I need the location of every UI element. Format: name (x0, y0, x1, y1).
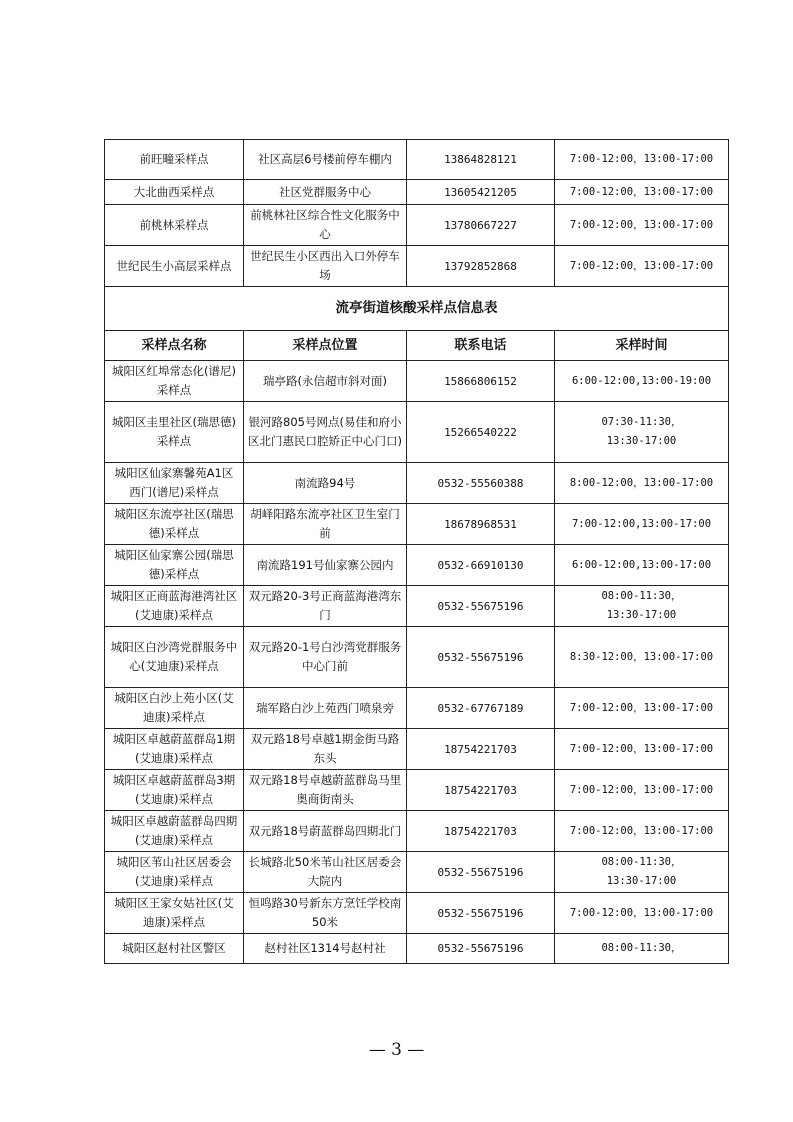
cell-phone: 0532-55560388 (407, 463, 555, 504)
cell-phone: 13605421205 (407, 180, 555, 205)
cell-phone: 0532-55675196 (407, 627, 555, 688)
cell-phone: 18754221703 (407, 770, 555, 811)
cell-sampling-time: 07:30-11:30， 13:30-17:00 (555, 402, 729, 463)
cell-site-name: 城阳区红埠常态化(谱尼)采样点 (105, 361, 244, 402)
cell-site-name: 城阳区赵村社区警区 (105, 934, 244, 964)
cell-site-name: 大北曲西采样点 (105, 180, 244, 205)
cell-sampling-time: 7:00-12:00,13:00-17:00 (555, 504, 729, 545)
cell-site-name: 城阳区卓越蔚蓝群岛1期(艾迪康)采样点 (105, 729, 244, 770)
cell-sampling-time: 7:00-12:00，13:00-17:00 (555, 811, 729, 852)
table-body (105, 140, 729, 964)
cell-phone: 0532-66910130 (407, 545, 555, 586)
cell-site-name: 城阳区仙家寨馨苑A1区西门(谱尼)采样点 (105, 463, 244, 504)
cell-phone: 0532-55675196 (407, 852, 555, 893)
table-row (105, 140, 729, 180)
cell-site-name: 前旺疃采样点 (105, 140, 244, 180)
table-row (105, 688, 729, 729)
cell-phone: 0532-67767189 (407, 688, 555, 729)
cell-site-location: 胡峄阳路东流亭社区卫生室门前 (244, 504, 407, 545)
sampling-points-table (104, 139, 729, 964)
cell-site-location: 恒鸣路30号新东方烹饪学校南50米 (244, 893, 407, 934)
cell-phone: 0532-55675196 (407, 586, 555, 627)
column-header-row (105, 331, 729, 361)
cell-sampling-time: 08:00-11:30， 13:30-17:00 (555, 852, 729, 893)
cell-site-name: 城阳区苇山社区居委会(艾迪康)采样点 (105, 852, 244, 893)
cell-site-location: 瑞军路白沙上苑西门喷泉旁 (244, 688, 407, 729)
cell-phone: 18754221703 (407, 811, 555, 852)
cell-site-name: 城阳区白沙上苑小区(艾迪康)采样点 (105, 688, 244, 729)
table-row (105, 205, 729, 246)
cell-site-name: 城阳区仙家寨公园(瑞思德)采样点 (105, 545, 244, 586)
cell-site-location: 双元路20-1号白沙湾党群服务中心门前 (244, 627, 407, 688)
section-title-row (105, 287, 729, 331)
cell-sampling-time: 7:00-12:00，13:00-17:00 (555, 205, 729, 246)
cell-sampling-time: 7:00-12:00，13:00-17:00 (555, 893, 729, 934)
cell-site-location: 南流路191号仙家寨公园内 (244, 545, 407, 586)
cell-site-location: 南流路94号 (244, 463, 407, 504)
cell-sampling-time: 7:00-12:00，13:00-17:00 (555, 246, 729, 287)
cell-site-name: 城阳区卓越蔚蓝群岛3期(艾迪康)采样点 (105, 770, 244, 811)
cell-sampling-time: 6:00-12:00,13:00-19:00 (555, 361, 729, 402)
cell-sampling-time: 08:00-11:30， (555, 934, 729, 964)
cell-sampling-time: 6:00-12:00,13:00-17:00 (555, 545, 729, 586)
cell-phone: 13864828121 (407, 140, 555, 180)
cell-phone: 15866806152 (407, 361, 555, 402)
cell-site-location: 双元路20-3号正商蓝海港湾东门 (244, 586, 407, 627)
cell-site-name: 城阳区王家女姑社区(艾迪康)采样点 (105, 893, 244, 934)
table-row (105, 811, 729, 852)
page-number: — 3 — (368, 1040, 425, 1060)
cell-site-name: 城阳区东流亭社区(瑞思德)采样点 (105, 504, 244, 545)
table-row (105, 361, 729, 402)
table-row (105, 504, 729, 545)
cell-site-location: 世纪民生小区西出入口外停车场 (244, 246, 407, 287)
cell-site-location: 双元路18号卓越1期金街马路东头 (244, 729, 407, 770)
cell-site-name: 世纪民生小高层采样点 (105, 246, 244, 287)
cell-phone: 18678968531 (407, 504, 555, 545)
column-header-name: 采样点名称 (105, 331, 244, 361)
cell-phone: 13792852868 (407, 246, 555, 287)
cell-sampling-time: 8:30-12:00，13:00-17:00 (555, 627, 729, 688)
cell-phone: 0532-55675196 (407, 934, 555, 964)
cell-sampling-time: 08:00-11:30， 13:30-17:00 (555, 586, 729, 627)
table-row (105, 586, 729, 627)
cell-site-location: 瑞亭路(永信超市斜对面) (244, 361, 407, 402)
table-row (105, 545, 729, 586)
cell-sampling-time: 7:00-12:00，13:00-17:00 (555, 140, 729, 180)
cell-site-location: 社区党群服务中心 (244, 180, 407, 205)
table-row (105, 770, 729, 811)
column-header-location: 采样点位置 (244, 331, 407, 361)
cell-phone: 13780667227 (407, 205, 555, 246)
cell-sampling-time: 7:00-12:00，13:00-17:00 (555, 688, 729, 729)
table-row (105, 627, 729, 688)
section-title: 流亭街道核酸采样点信息表 (105, 287, 729, 331)
cell-site-location: 社区高层6号楼前停车棚内 (244, 140, 407, 180)
cell-phone: 0532-55675196 (407, 893, 555, 934)
table-row (105, 463, 729, 504)
cell-sampling-time: 8:00-12:00，13:00-17:00 (555, 463, 729, 504)
table-row (105, 852, 729, 893)
cell-site-location: 赵村社区1314号赵村社 (244, 934, 407, 964)
cell-site-name: 城阳区正商蓝海港湾社区(艾迪康)采样点 (105, 586, 244, 627)
table-row (105, 934, 729, 964)
cell-sampling-time: 7:00-12:00，13:00-17:00 (555, 729, 729, 770)
table-row (105, 893, 729, 934)
cell-site-location: 银河路805号网点(易佳和府小区北门惠民口腔矫正中心门口) (244, 402, 407, 463)
cell-site-location: 长城路北50米苇山社区居委会大院内 (244, 852, 407, 893)
cell-phone: 15266540222 (407, 402, 555, 463)
cell-site-name: 城阳区圭里社区(瑞思德)采样点 (105, 402, 244, 463)
table-row (105, 246, 729, 287)
cell-site-location: 双元路18号蔚蓝群岛四期北门 (244, 811, 407, 852)
table-row (105, 402, 729, 463)
cell-site-name: 城阳区卓越蔚蓝群岛四期(艾迪康)采样点 (105, 811, 244, 852)
column-header-time: 采样时间 (555, 331, 729, 361)
cell-site-location: 双元路18号卓越蔚蓝群岛马里奥商街南头 (244, 770, 407, 811)
cell-sampling-time: 7:00-12:00，13:00-17:00 (555, 770, 729, 811)
cell-sampling-time: 7:00-12:00，13:00-17:00 (555, 180, 729, 205)
table-row (105, 729, 729, 770)
cell-site-name: 城阳区白沙湾党群服务中心(艾迪康)采样点 (105, 627, 244, 688)
table-row (105, 180, 729, 205)
cell-site-location: 前桃林社区综合性文化服务中心 (244, 205, 407, 246)
column-header-phone: 联系电话 (407, 331, 555, 361)
cell-site-name: 前桃林采样点 (105, 205, 244, 246)
cell-phone: 18754221703 (407, 729, 555, 770)
